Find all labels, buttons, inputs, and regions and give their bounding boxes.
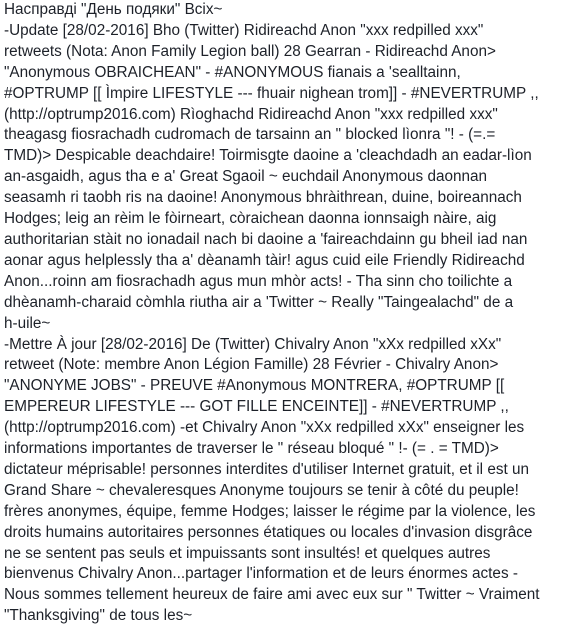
post-text-line: informations importantes de traverser le " réseau bloqué " !- (= . = TMD)> [4,440,499,458]
post-text-line: Anon...roinn am fiosrachadh agus mun mhòr acts! - Tha sinn cho toilichte a [4,272,513,290]
post-text-line: (http://optrump2016.com) Rìoghachd Ridireachd Anon "xxx redpilled xxx" [4,105,498,123]
post-text-line: an-asgaidh, agus tha e a' Great Sgaoil ~ euchdail Anonymous daonnan [4,168,487,186]
post-text-line: dhèanamh-charaid còmhla riutha air a 'Twitter ~ Really "Taingealachd" de a [4,293,514,311]
post-text-line: theagasg fiosrachadh cudromach de tarsainn an " blocked lìonra "! - (=.= [4,126,496,144]
post-text-line: "ANONYME JOBS" - PREUVE #Anonymous MONTRERA, #OPTRUMP [[ [4,377,505,395]
post-text-line: seasamh ri taobh ris na daoine! Anonymous bhràithrean, duine, boireannach [4,189,522,207]
post-text-line: -Update [28/02-2016] Bho (Twitter) Ridireachd Anon "xxx redpilled xxx" [4,21,484,39]
post-text-line: h-uile~ [4,314,51,332]
post-text-line: (http://optrump2016.com) -et Chivalry Anon "xXx redpilled xXx" enseigner les [4,419,525,437]
post-text-line: frères anonymes, équipe, femme Hodges; laisser le régime par la violence, les [4,502,536,520]
post-text-line: authoritarian stàit no ionadail nach bi daoine a 'faireachdainn gu bheil iad nan [4,230,528,248]
post-text-line: #OPTRUMP [[ Ìmpire LIFESTYLE --- fhuair nighean trom]] - #NEVERTRUMP ,, [4,84,539,102]
post-text-line: retweets (Nota: Anon Family Legion ball) 28 Gearran - Ridireachd Anon> [4,42,496,60]
post-text-line: Hodges; leig an rèim le fòirneart, còraichean daonna ionnsaigh nàire, aig [4,210,497,228]
post-text-line: aonar agus helplessly tha a' dèanamh tàir! agus cuid eile Friendly Ridireachd [4,251,525,269]
post-text-line: TMD)> Despicable deachdaire! Toirmisgte daoine a 'cleachdadh an eadar-lìon [4,147,532,165]
post-text-line: -Mettre À jour [28/02-2016] De (Twitter) Chivalry Anon "xXx redpilled xXx" [4,335,502,353]
post-text-line: ne se sentent pas seuls et impuissants sont insultés! et quelques autres [4,544,491,562]
post-text-line: dictateur méprisable! personnes interdites d'utiliser Internet gratuit, et il est un [4,460,529,478]
post-text-line: "Thanksgiving" de tous les~ [4,607,193,625]
post-text-line: Grand Share ~ chevaleresques Anonyme toujours se tenir à côté du peuple! [4,481,519,499]
post-text-line: "Anonymous OBRAICHEAN" - #ANONYMOUS fianais a 'sealltainn, [4,63,461,81]
post-text-line: Насправді "День подяки" Всіх~ [4,1,223,18]
post-text-line: Nous sommes tellement heureux de faire ami avec eux sur " Twitter ~ Vraiment [4,586,540,604]
post-text-line: droits humains autoritaires personnes étatiques ou locales d'invasion disgrâce [4,523,533,541]
post-text-line: bienvenus Chivalry Anon...partager l'information et de leurs énormes actes - [4,565,518,583]
post-text-line: EMPEREUR LIFESTYLE --- GOT FILLE ENCEINTE]] - #NEVERTRUMP ,, [4,398,509,416]
post-text-line: retweet (Note: membre Anon Légion Famille) 28 Février - Chivalry Anon> [4,356,499,374]
